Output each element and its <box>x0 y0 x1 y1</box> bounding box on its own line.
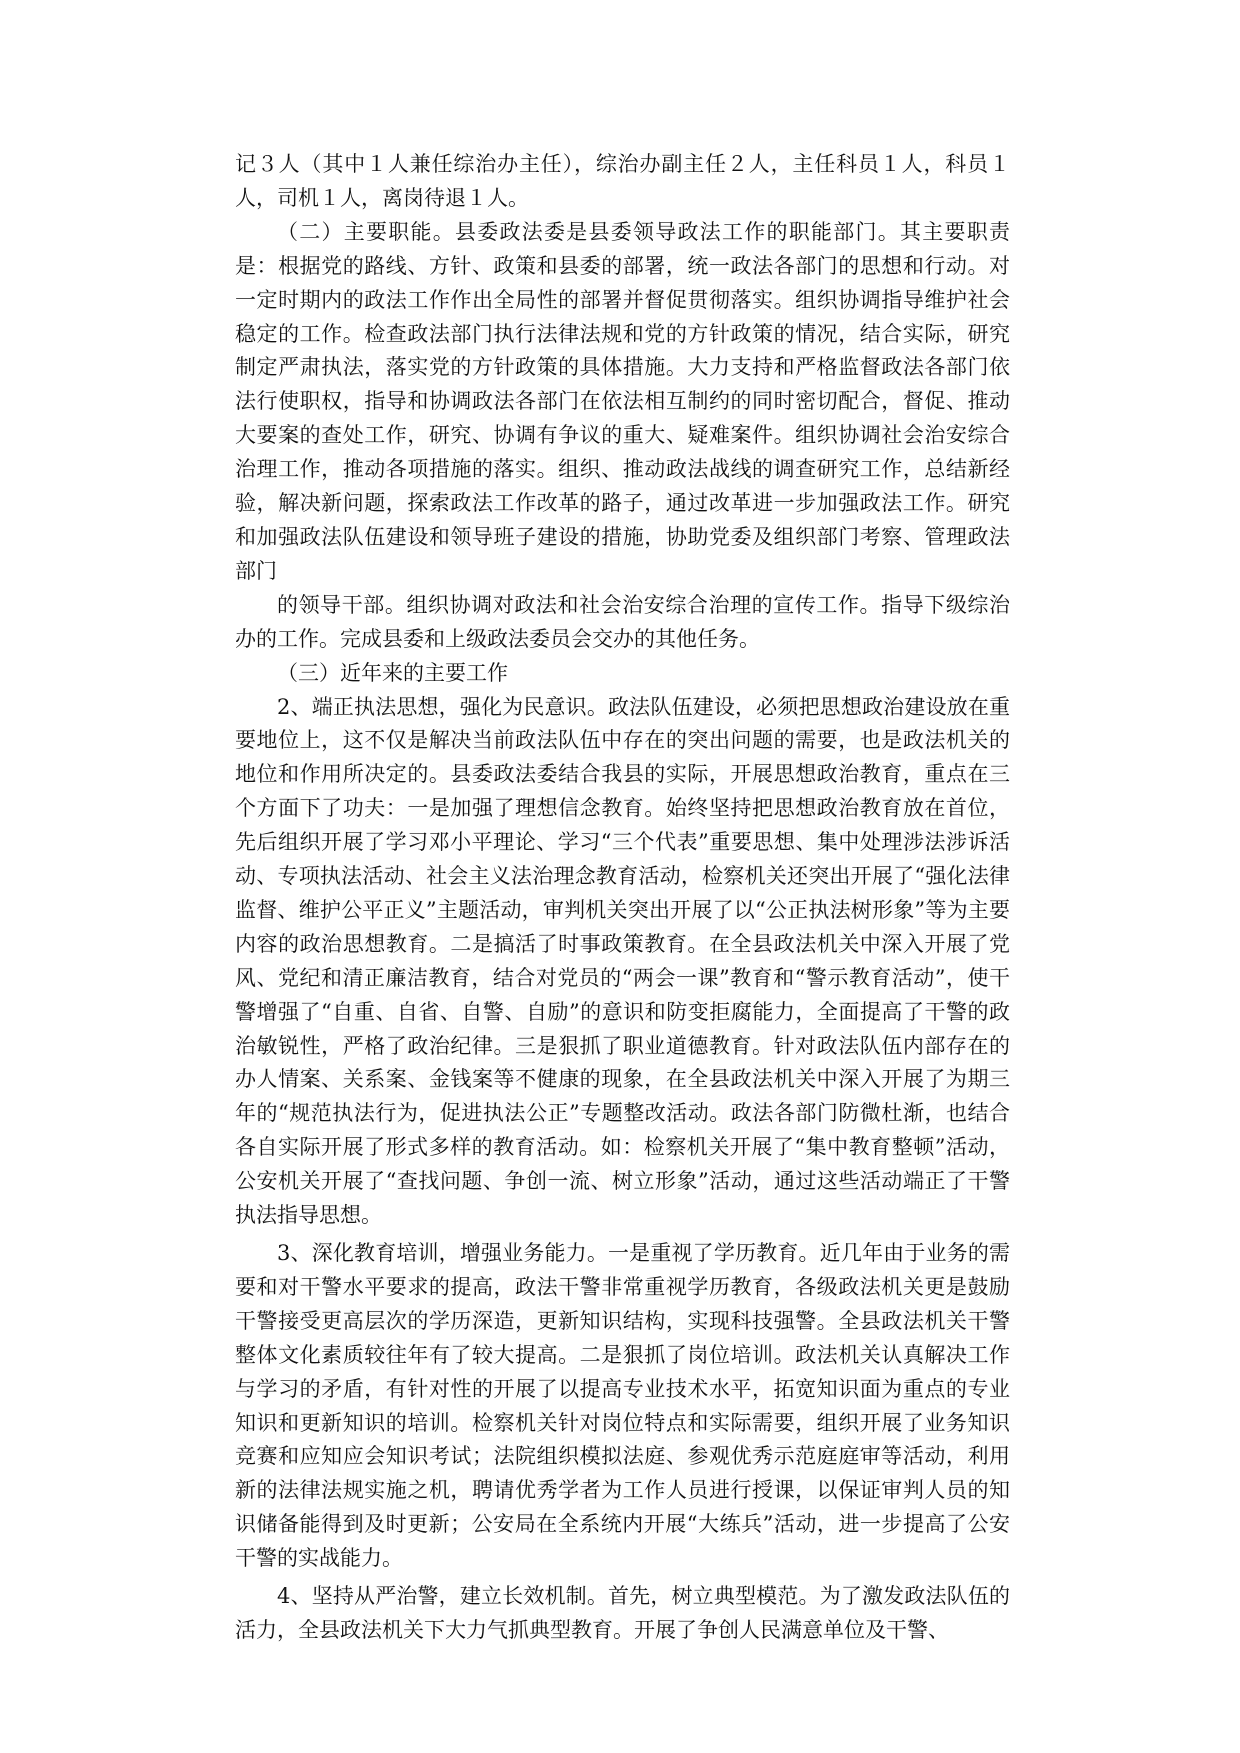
section-heading-recent-work: （三）近年来的主要工作 <box>277 660 508 685</box>
paragraph-item-4: 4、坚持从严治警，建立长效机制。首先，树立典型模范。为了激发政法队伍的活力，全县政法机关下大力气抓典型教育。开展了争创人民满意单位及干警、 <box>235 1584 1010 1642</box>
paragraph-staffing: 记３人（其中１人兼任综治办主任），综治办副主任２人，主任科员１人，科员１人，司机１人，离岗待退１人。 <box>235 152 1010 210</box>
paragraph-item-2: 2、端正执法思想，强化为民意识。政法队伍建设，必须把思想政治建设放在重要地位上，这不仅是解决当前政法队伍中存在的突出问题的需要，也是政法机关的地位和作用所决定的。县委政法委结合我县的实际，开展思想政治教育，重点在三个方面下了功夫：一是加强了理想信念教育。始终坚持把思想政治教育放在首位，先后组织开展了学习邓小平理论、学习“三个代表”重要思想、集中处理涉法涉诉活动、专项执法活动、社会主义法治理念教育活动，检察机关还突出开展了“强化法律监督、维护公平正义”主题活动，审判机关突出开展了以“公正执法树形象”等为主要内容的政治思想教育。二是搞活了时事政策教育。在全县政法机关中深入开展了党风、党纪和清正廉洁教育，结合对党员的“两会一课”教育和“警示教育活动”，使干警增强了“自重、自省、自警、自励”的意识和防变拒腐能力，全面提高了干警的政治敏锐性，严格了政治纪律。三是狠抓了职业道德教育。针对政法队伍内部存在的办人情案、关系案、金钱案等不健康的现象，在全县政法机关中深入开展了为期三年的“规范执法行为，促进执法公正”专题整改活动。政法各部门防微杜渐，也结合各自实际开展了形式多样的教育活动。如：检察机关开展了“集中教育整顿”活动，公安机关开展了“查找问题、争创一流、树立形象”活动，通过这些活动端正了干警执法指导思想。 <box>235 694 1010 1228</box>
document-page <box>235 148 1010 1648</box>
paragraph-item-3: 3、深化教育培训，增强业务能力。一是重视了学历教育。近几年由于业务的需要和对干警水平要求的提高，政法干警非常重视学历教育，各级政法机关更是鼓励干警接受更高层次的学历深造，更新知识结构，实现科技强警。全县政法机关干警整体文化素质较往年有了较大提高。二是狠抓了岗位培训。政法机关认真解决工作与学习的矛盾，有针对性的开展了以提高专业技术水平，拓宽知识面为重点的专业知识和更新知识的培训。检察机关针对岗位特点和实际需要，组织开展了业务知识竞赛和应知应会知识考试；法院组织模拟法庭、参观优秀示范庭庭审等活动，利用新的法律法规实施之机，聘请优秀学者为工作人员进行授课，以保证审判人员的知识储备能得到及时更新；公安局在全系统内开展“大练兵”活动，进一步提高了公安干警的实战能力。 <box>235 1241 1010 1571</box>
paragraph-main-functions: （二）主要职能。县委政法委是县委领导政法工作的职能部门。其主要职责是：根据党的路线、方针、政策和县委的部署，统一政法各部门的思想和行动。对一定时期内的政法工作作出全局性的部署并督促贯彻落实。组织协调指导维护社会稳定的工作。检查政法部门执行法律法规和党的方针政策的情况，结合实际，研究制定严肃执法，落实党的方针政策的具体措施。大力支持和严格监督政法各部门依法行使职权，指导和协调政法各部门在依法相互制约的同时密切配合，督促、推动大要案的查处工作，研究、协调有争议的重大、疑难案件。组织协调社会治安综合治理工作，推动各项措施的落实。组织、推动政法战线的调查研究工作，总结新经验，解决新问题，探索政法工作改革的路子，通过改革进一步加强政法工作。研究和加强政法队伍建设和领导班子建设的措施，协助党委及组织部门考察、管理政法部门 <box>235 219 1010 583</box>
paragraph-functions-continued: 的领导干部。组织协调对政法和社会治安综合治理的宣传工作。指导下级综治办的工作。完成县委和上级政法委员会交办的其他任务。 <box>235 592 1010 651</box>
